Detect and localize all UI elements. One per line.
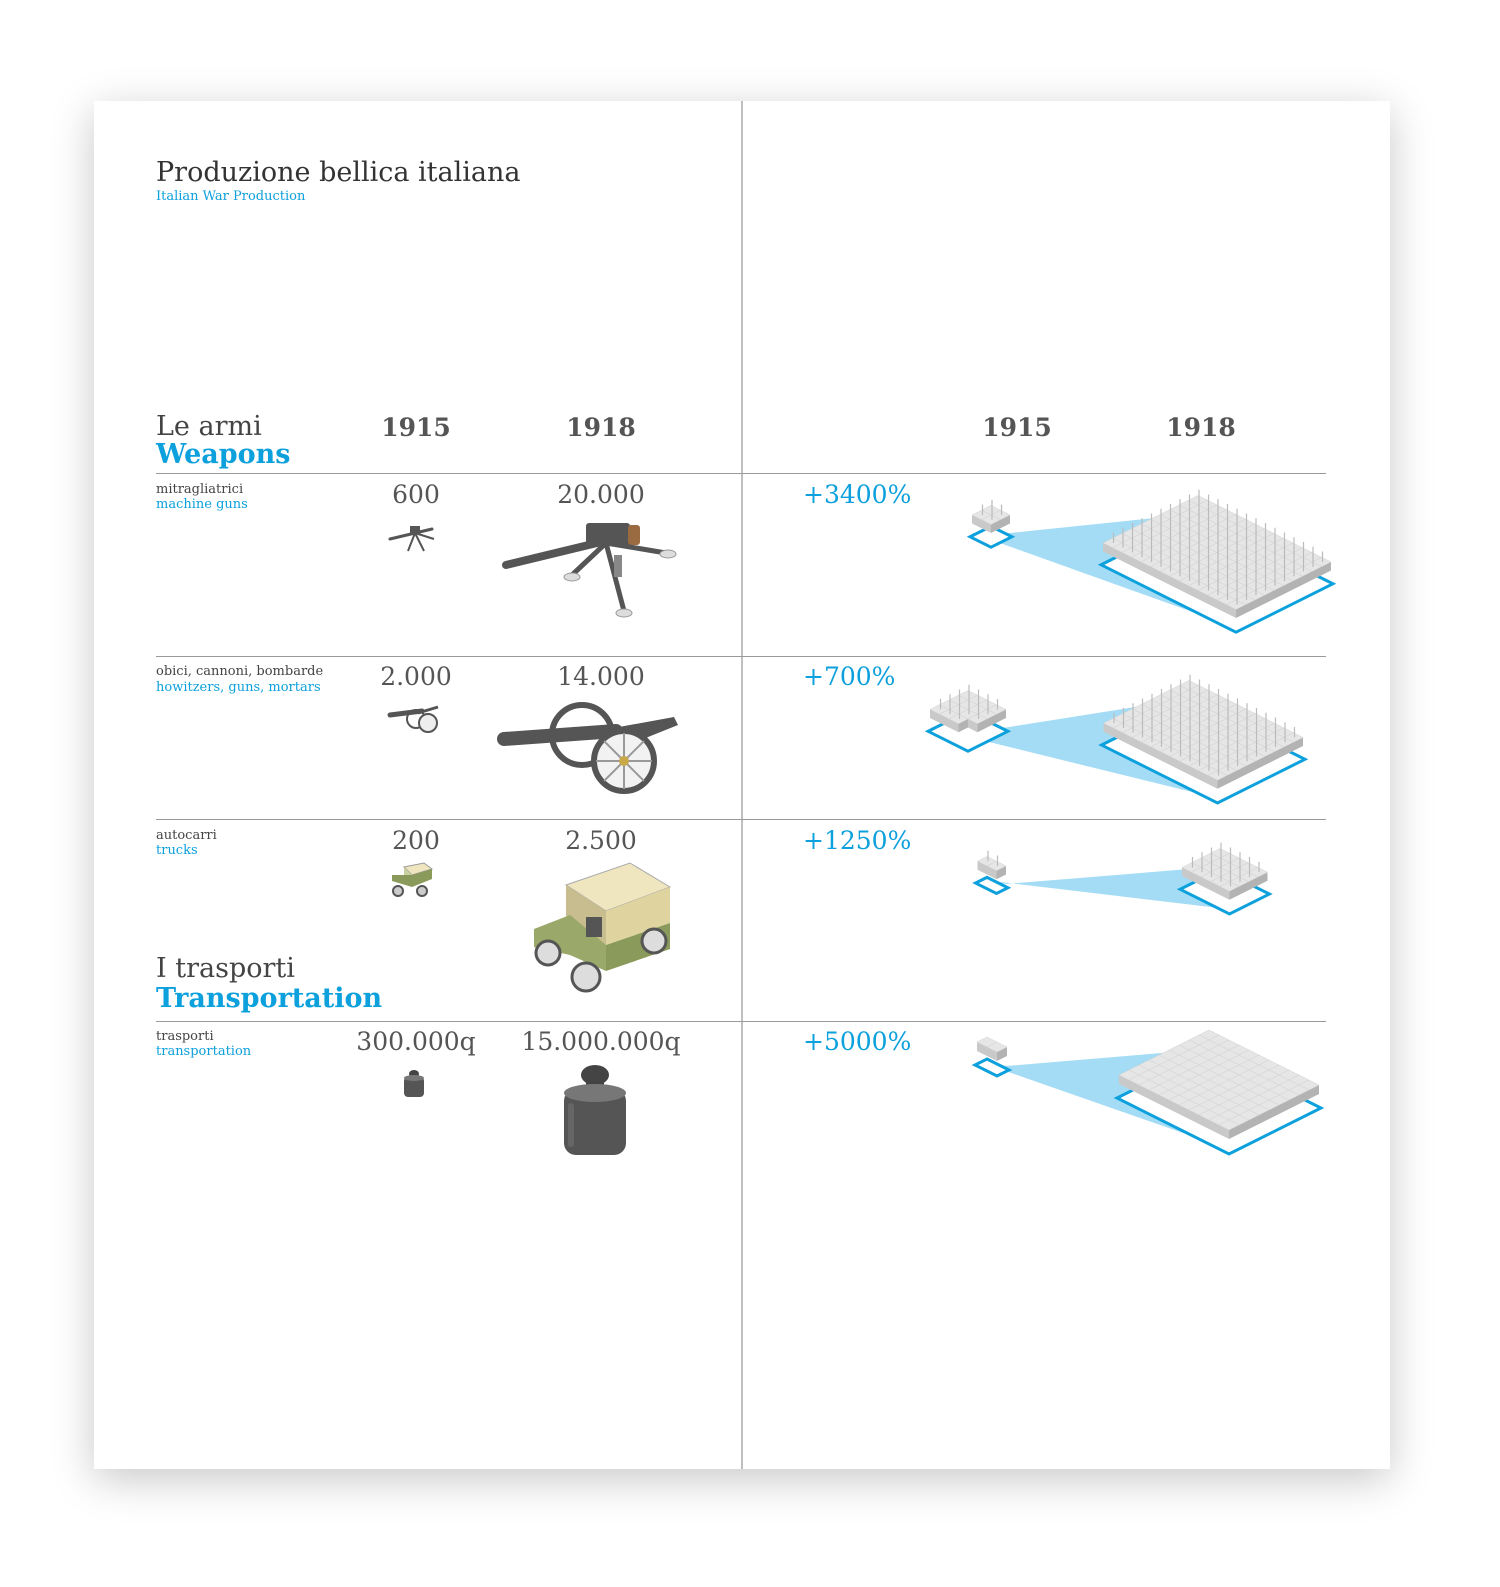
- value-1918: 20.000: [557, 480, 645, 509]
- block-grids: [94, 101, 1390, 1469]
- value-1918: 14.000: [557, 662, 645, 691]
- page-subtitle: Italian War Production: [156, 189, 306, 204]
- section-title-en: Weapons: [156, 439, 291, 470]
- row-label-it: trasporti: [156, 1029, 214, 1044]
- row-label-en: trucks: [156, 843, 198, 858]
- year-header-1918: 1918: [566, 413, 636, 442]
- section-title-it: I trasporti: [156, 953, 295, 984]
- block-grid-truck: [976, 843, 1270, 914]
- row-label-it: obici, cannoni, bombarde: [156, 664, 324, 679]
- row-label-en: howitzers, guns, mortars: [156, 680, 321, 695]
- value-1918: 15.000.000q: [521, 1027, 681, 1056]
- change-percent: +700%: [803, 662, 896, 691]
- year-header-1918-right: 1918: [1166, 413, 1236, 442]
- page: [94, 101, 1390, 1469]
- value-1915: 300.000q: [356, 1027, 476, 1056]
- row-label-it: mitragliatrici: [156, 482, 244, 497]
- page-title: Produzione bellica italiana: [156, 157, 521, 188]
- change-percent: +5000%: [803, 1027, 912, 1056]
- section-title-en: Transportation: [156, 983, 383, 1014]
- change-percent: +3400%: [803, 480, 912, 509]
- row-label-it: autocarri: [156, 828, 217, 843]
- value-1915: 200: [392, 826, 440, 855]
- year-header-1915: 1915: [381, 413, 451, 442]
- value-1915: 2.000: [380, 662, 452, 691]
- row-label-en: machine guns: [156, 497, 248, 512]
- block-grid-machine-gun: [970, 490, 1333, 633]
- row-label-en: transportation: [156, 1044, 252, 1059]
- block-grid-cannon: [928, 675, 1305, 803]
- block-grid-weight: [975, 1030, 1321, 1154]
- section-title-it: Le armi: [156, 411, 262, 442]
- value-1915: 600: [392, 480, 440, 509]
- year-header-1915-right: 1915: [982, 413, 1052, 442]
- value-1918: 2.500: [565, 826, 637, 855]
- change-percent: +1250%: [803, 826, 912, 855]
